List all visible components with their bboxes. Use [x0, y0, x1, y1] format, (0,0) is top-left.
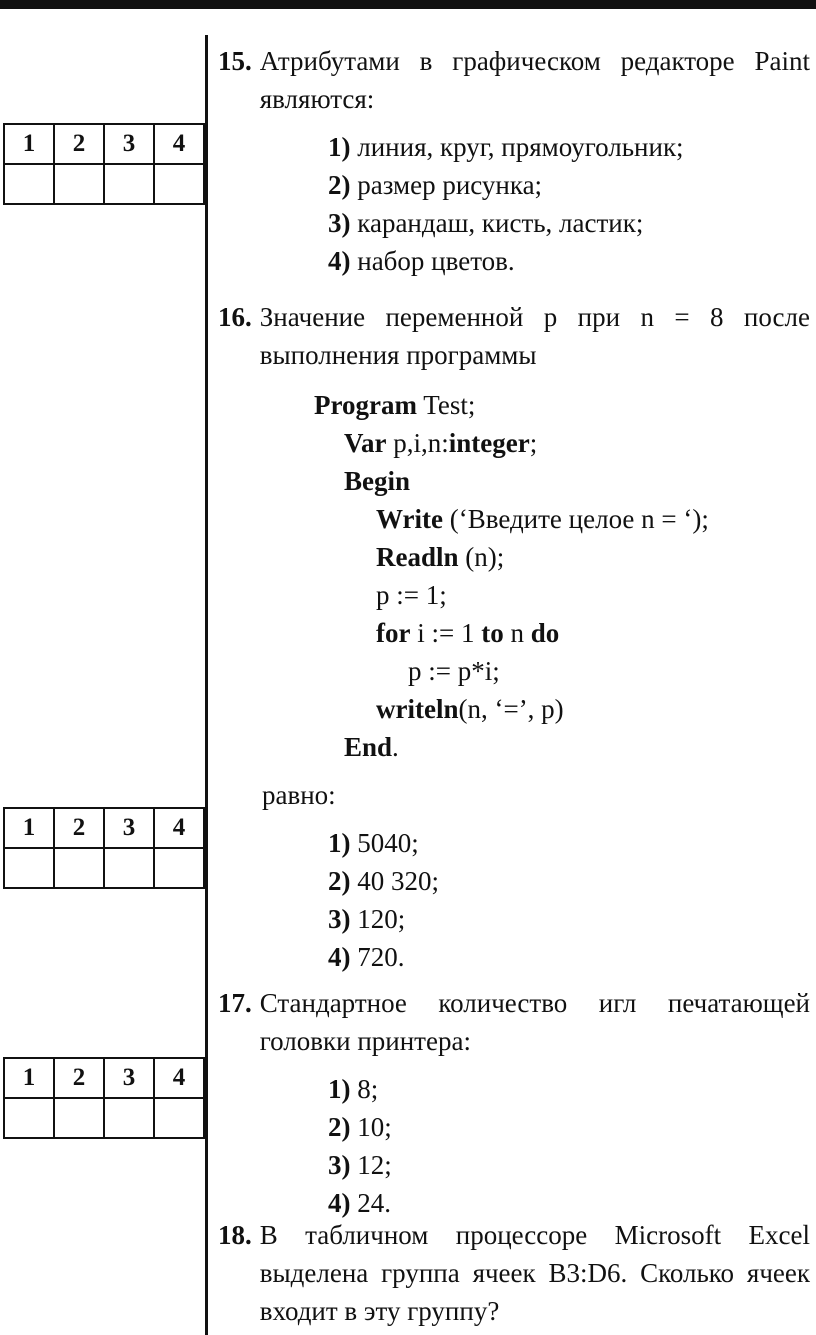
option-2[interactable]: 2) размер рисунка;: [328, 170, 543, 200]
option-1[interactable]: 1) 8;: [328, 1074, 379, 1104]
grid-header-2: 2: [54, 808, 104, 848]
grid-header-2: 2: [54, 124, 104, 164]
grid-header-4: 4: [154, 1058, 204, 1098]
answer-cell-1[interactable]: [4, 848, 54, 888]
code-line: [218, 652, 810, 690]
code-text: ;: [529, 428, 538, 458]
code-keyword: Readln: [376, 542, 459, 572]
option-2[interactable]: 2) 10;: [328, 1112, 392, 1142]
option-4[interactable]: 4) 24.: [328, 1188, 391, 1218]
code-keyword: to: [481, 618, 504, 648]
code-text: Test;: [416, 390, 476, 420]
question-number: 15.: [218, 46, 252, 76]
code-keyword: integer: [448, 428, 530, 458]
question-text: Значение переменной p при n = 8 после выполнения программы: [259, 302, 810, 370]
answer-cell-4[interactable]: [154, 848, 204, 888]
answer-cell-3[interactable]: [104, 848, 154, 888]
option-1[interactable]: 1) 5040;: [328, 828, 419, 858]
grid-header-1: 1: [4, 1058, 54, 1098]
option-list: [218, 128, 810, 280]
answer-grid-q17: [3, 1057, 205, 1139]
grid-header-2: 2: [54, 1058, 104, 1098]
option-3[interactable]: 3) 120;: [328, 904, 406, 934]
question-text: В табличном процессоре Microsoft Excel выделена группа ячеек B3:D6. Сколько ячеек входит в эту группу?: [259, 1220, 810, 1326]
code-line: [218, 576, 810, 614]
answer-cell-1[interactable]: [4, 1098, 54, 1138]
answer-cell-4[interactable]: [154, 164, 204, 204]
answer-cell-4[interactable]: [154, 1098, 204, 1138]
code-keyword: Begin: [344, 466, 411, 496]
option-3[interactable]: 3) карандаш, кисть, ластик;: [328, 208, 644, 238]
code-keyword: End: [344, 732, 393, 762]
code-text: n: [503, 618, 531, 648]
code-keyword: Program: [314, 390, 417, 420]
answer-grid-q15: [3, 123, 205, 205]
option-list: [218, 1070, 810, 1222]
option-2[interactable]: 2) 40 320;: [328, 866, 440, 896]
question-17: [218, 984, 810, 1222]
question-16: [218, 298, 810, 976]
option-4[interactable]: 4) набор цветов.: [328, 246, 515, 276]
grid-header-4: 4: [154, 124, 204, 164]
code-line: [218, 424, 810, 462]
code-line: [218, 538, 810, 576]
code-text: p := 1;: [376, 580, 447, 610]
code-line: [218, 500, 810, 538]
question-18: [218, 1216, 810, 1330]
code-line: [218, 386, 810, 424]
code-line: [218, 728, 810, 766]
grid-header-4: 4: [154, 808, 204, 848]
answer-cell-2[interactable]: [54, 1098, 104, 1138]
question-number: 16.: [218, 302, 252, 332]
answer-cell-2[interactable]: [54, 848, 104, 888]
answer-cell-3[interactable]: [104, 1098, 154, 1138]
question-number: 17.: [218, 988, 252, 1018]
code-keyword: writeln: [376, 694, 459, 724]
code-text: (n, ‘=’, p): [458, 694, 564, 724]
grid-header-3: 3: [104, 1058, 154, 1098]
code-line: [218, 462, 810, 500]
grid-header-3: 3: [104, 808, 154, 848]
code-text: .: [392, 732, 399, 762]
option-4[interactable]: 4) 720.: [328, 942, 405, 972]
answer-cell-2[interactable]: [54, 164, 104, 204]
question-number: 18.: [218, 1220, 252, 1250]
option-1[interactable]: 1) линия, круг, прямоугольник;: [328, 132, 684, 162]
option-3[interactable]: 3) 12;: [328, 1150, 392, 1180]
question-15: [218, 42, 810, 280]
code-text: i := 1: [410, 618, 482, 648]
code-text: (n);: [458, 542, 505, 572]
code-text: p,i,n:: [386, 428, 449, 458]
code-line: [218, 614, 810, 652]
question-text: Стандартное количество игл печатающей головки принтера:: [259, 988, 810, 1056]
question-text: Атрибутами в графическом редакторе Paint являются:: [259, 46, 810, 114]
option-list: [218, 824, 810, 976]
answer-label: равно:: [262, 780, 336, 810]
grid-header-1: 1: [4, 808, 54, 848]
program-listing: [218, 386, 810, 766]
margin-rule: [205, 35, 208, 1335]
top-rule: [0, 0, 816, 9]
code-text: (‘Введите целое n = ‘);: [442, 504, 709, 534]
code-line: [218, 690, 810, 728]
code-text: p := p*i;: [408, 656, 500, 686]
code-keyword: Var: [344, 428, 387, 458]
grid-header-3: 3: [104, 124, 154, 164]
code-keyword: do: [530, 618, 560, 648]
answer-cell-3[interactable]: [104, 164, 154, 204]
answer-cell-1[interactable]: [4, 164, 54, 204]
answer-grid-q16: [3, 807, 205, 889]
code-keyword: Write: [376, 504, 443, 534]
code-keyword: for: [376, 618, 411, 648]
grid-header-1: 1: [4, 124, 54, 164]
